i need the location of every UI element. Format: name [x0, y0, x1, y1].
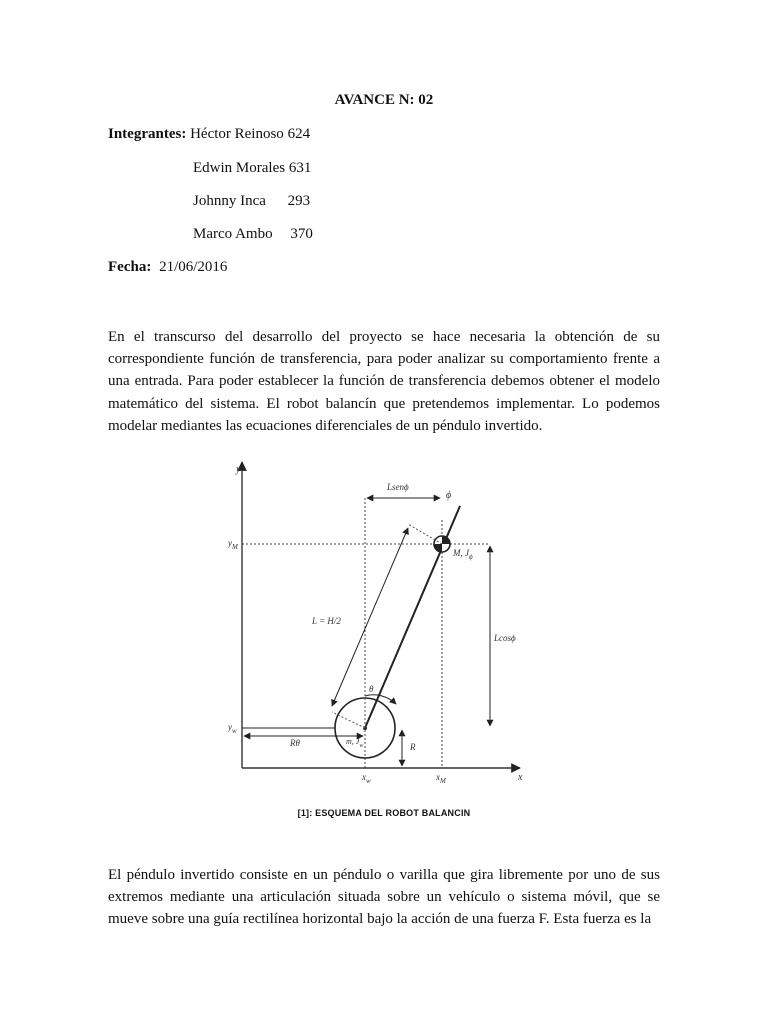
document-title: AVANCE N: 02: [334, 92, 434, 108]
member-id: 624: [287, 126, 311, 142]
figure-caption: [1]: ESQUEMA DEL ROBOT BALANCIN: [297, 808, 471, 818]
wheel-mass-label: m, $J_w$: [346, 737, 364, 749]
member-name: Johnny Inca: [193, 193, 266, 209]
x-axis-label: x: [518, 772, 523, 783]
member-line-3: [193, 193, 310, 210]
ym-label: $y_M$: [228, 538, 238, 551]
radius-label: R: [410, 742, 416, 752]
y-axis-label: y: [236, 464, 241, 475]
yw-label: $y_w$: [228, 722, 237, 735]
pendulum-paragraph: El péndulo invertido consiste en un péndulo o varilla que gira libremente por uno de sus extremos mediante una articulación situada sobre un vehículo o sistema móvil, que se mueve sobre una guía rectilínea horizontal bajo la acción de una fuerza F. Esta fuerza es la: [108, 867, 660, 928]
member-id: 370: [290, 226, 313, 242]
phi-label: ϕ: [446, 490, 452, 501]
member-id: 631: [288, 160, 312, 176]
theta-label: θ: [369, 684, 374, 694]
date-label: Fecha:: [108, 259, 152, 275]
length-label: L = H/2: [312, 616, 341, 626]
date-line: [108, 259, 227, 276]
intro-paragraph: En el transcurso del desarrollo del proyecto se hace necesaria la obtención de su correspondiente función de transferencia, para poder analizar su comportamiento frente a una entrada. Para poder establecer la función de transferencia debemos obtener el modelo matemático del sistema. El robot balancín que pretendemos implementar. Lo podemos modelar mediantes las ecuaciones diferenciales de un péndulo invertido.: [108, 329, 660, 434]
member-line-4: [193, 226, 313, 243]
member-name: Edwin Morales: [193, 160, 286, 176]
members-label: Integrantes:: [108, 126, 187, 142]
rtheta-label: Rθ: [290, 738, 300, 748]
date-value: 21/06/2016: [159, 259, 228, 275]
lcos-label: Lcosϕ: [494, 633, 516, 643]
member-line-2: [193, 160, 311, 177]
member-id: 293: [287, 193, 311, 209]
xm-label: $x_M$: [436, 772, 446, 785]
member-name: Marco Ambo: [193, 226, 273, 242]
length-dimension: [332, 528, 408, 706]
member-line-1: [108, 126, 310, 143]
xw-label: $x_w$: [362, 772, 371, 785]
robot-diagram: [228, 448, 540, 788]
member-name: Héctor Reinoso: [190, 126, 284, 142]
lsen-label: Lsenϕ: [387, 482, 409, 492]
mass-label: M, $J_\phi$: [453, 548, 473, 561]
